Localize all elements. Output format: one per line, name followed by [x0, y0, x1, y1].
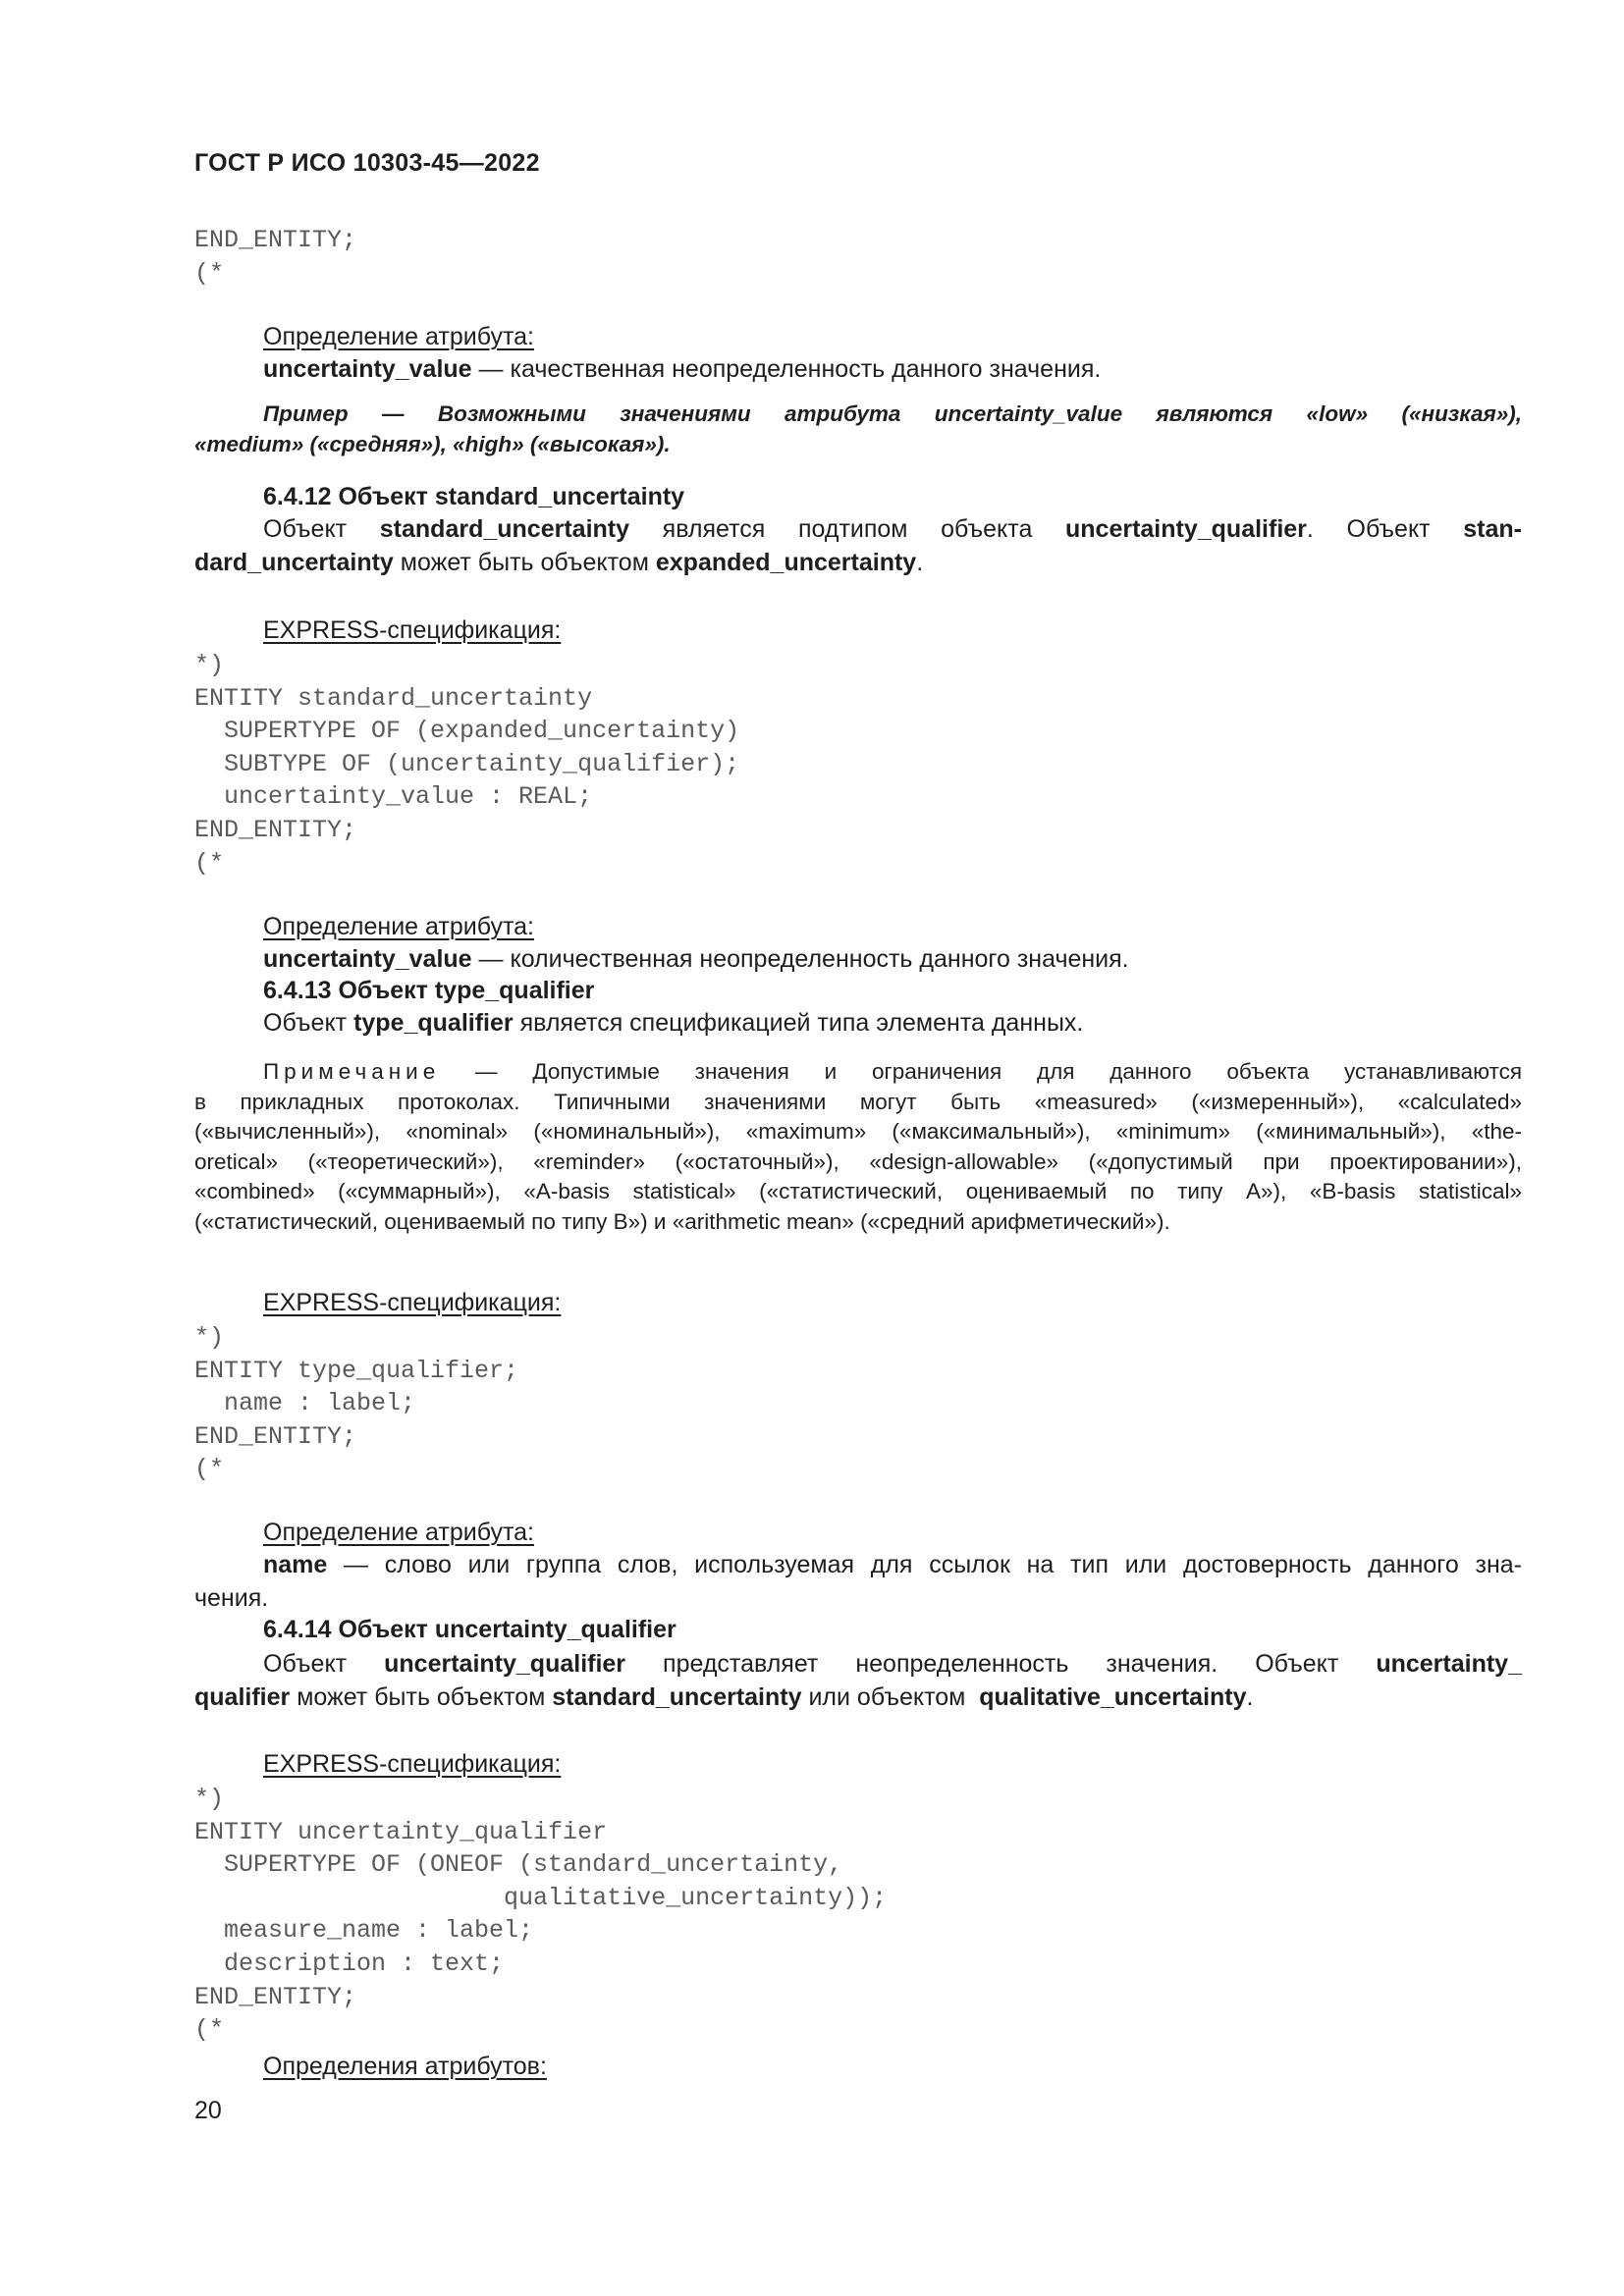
code-block-uncertainty-qualifier: *) ENTITY uncertainty_qualifier SUPERTYPE OF (ONEOF (standard_uncertainty, qualitative_uncertainty)); measure_name : label; description : text; END_ENTITY; (* [194, 1785, 888, 2045]
entity-name: uncertainty_qualifier [1065, 515, 1307, 543]
section-heading-6-4-12: 6.4.12 Объект standard_uncertainty [263, 483, 685, 510]
example-line-2: «medium» («средняя»), «high» («высокая»). [194, 432, 671, 456]
note-line-4: oretical» («теоретический»), «reminder» («остаточный»), «design-allowable» («допустимый при проектировании»), [194, 1148, 1522, 1174]
entity-name: stan- [1463, 515, 1523, 543]
text-span: может быть объектом [290, 1683, 553, 1711]
entity-name: qualifier [194, 1683, 291, 1711]
paragraph-6-4-12-line-2 [194, 546, 1522, 579]
attribute-definition-text [263, 352, 1591, 386]
paragraph-6-4-14-line-1 [263, 1647, 1522, 1681]
entity-name: dard_uncertainty [194, 549, 394, 576]
attribute-definition-title: Определение атрибута: [263, 1519, 534, 1546]
text-span: Объект [263, 1650, 385, 1678]
attribute-definition-title: Определение атрибута: [263, 913, 534, 940]
attribute-definition-title: Определение атрибута: [263, 323, 534, 350]
paragraph-6-4-12-line-1 [263, 512, 1522, 546]
text-span: . [916, 549, 924, 576]
note-line-3: («вычисленный»), «nominal» («номинальный»), «maximum» («максимальный»), «minimum» («минимальный»), «the- [194, 1119, 1522, 1144]
note-paragraph [194, 1057, 1522, 1237]
paragraph-6-4-13 [263, 1006, 1591, 1040]
text-span: Объект [263, 515, 380, 543]
entity-name: standard_uncertainty [379, 515, 630, 543]
section-heading-6-4-13: 6.4.13 Объект type_qualifier [263, 977, 595, 1004]
text-span: является подтипом объекта [629, 515, 1065, 543]
entity-name: standard_uncertainty [552, 1683, 802, 1711]
attribute-description: — слово или группа слов, используемая для ссылок на тип или достоверность данного зна- [327, 1551, 1522, 1578]
attribute-term: uncertainty_value [263, 945, 472, 973]
attribute-definition-continuation: чения. [194, 1584, 269, 1612]
note-line-2: в прикладных протоколах. Типичными значениями могут быть «measured» («измеренный»), «calculated» [194, 1089, 1522, 1114]
express-spec-title: EXPRESS-спецификация: [263, 616, 562, 644]
attribute-definition-text [263, 942, 1591, 976]
paragraph-6-4-14-line-2 [194, 1681, 1522, 1714]
note-line-1 [194, 1057, 1522, 1088]
text-span: является спецификацией типа элемента данных. [513, 1009, 1084, 1037]
document-id-header: ГОСТ Р ИСО 10303-45—2022 [194, 149, 540, 177]
attribute-term: name [263, 1551, 328, 1578]
attribute-description: — качественная неопределенность данного значения. [471, 355, 1102, 383]
entity-name: qualitative_uncertainty [979, 1683, 1247, 1711]
attribute-definitions-title: Определения атрибутов: [263, 2053, 547, 2080]
code-block-end-entity: END_ENTITY; (* [194, 226, 357, 288]
section-heading-6-4-14: 6.4.14 Объект uncertainty_qualifier [263, 1616, 677, 1643]
express-spec-title: EXPRESS-спецификация: [263, 1750, 562, 1778]
text-span: может быть объектом [393, 549, 656, 576]
note-line-5: «combined» («суммарный»), «A-basis statistical» («статистический, оцениваемый по типу A»), «B-basis statistical» [194, 1179, 1522, 1203]
code-block-standard-uncertainty: *) ENTITY standard_uncertainty SUPERTYPE OF (expanded_uncertainty) SUBTYPE OF (uncertainty_qualifier); uncertainty_value : REAL; END_ENTITY; (* [194, 651, 740, 878]
attribute-term: uncertainty_value [263, 355, 472, 383]
code-block-type-qualifier: *) ENTITY type_qualifier; name : label; END_ENTITY; (* [194, 1323, 519, 1484]
entity-name: uncertainty_qualifier [384, 1650, 626, 1678]
express-spec-title: EXPRESS-спецификация: [263, 1289, 562, 1316]
note-text: — Допустимые значения и ограничения для данного объекта устанавливаются [440, 1059, 1522, 1084]
example-paragraph [194, 399, 1522, 459]
entity-name: expanded_uncertainty [655, 549, 917, 576]
text-span: или объектом [801, 1683, 980, 1711]
text-span: представляет неопределенность значения. Объект [625, 1650, 1377, 1678]
attribute-description: — количественная неопределенность данного значения. [471, 945, 1129, 973]
text-span: Объект [263, 1009, 354, 1037]
text-span: . [1246, 1683, 1254, 1711]
note-line-6: («статистический, оцениваемый по типу B») и «arithmetic mean» («средний арифметический»). [194, 1208, 1170, 1234]
page-number: 20 [194, 2097, 222, 2124]
entity-name: type_qualifier [353, 1009, 514, 1037]
entity-name: uncertainty_ [1376, 1650, 1522, 1678]
note-label: Примечание [263, 1059, 441, 1084]
text-span: . Объект [1306, 515, 1464, 543]
example-line-1: Пример — Возможными значениями атрибута uncertainty_value являются «low» («низкая»), [263, 401, 1522, 426]
attribute-definition-text [263, 1548, 1522, 1581]
